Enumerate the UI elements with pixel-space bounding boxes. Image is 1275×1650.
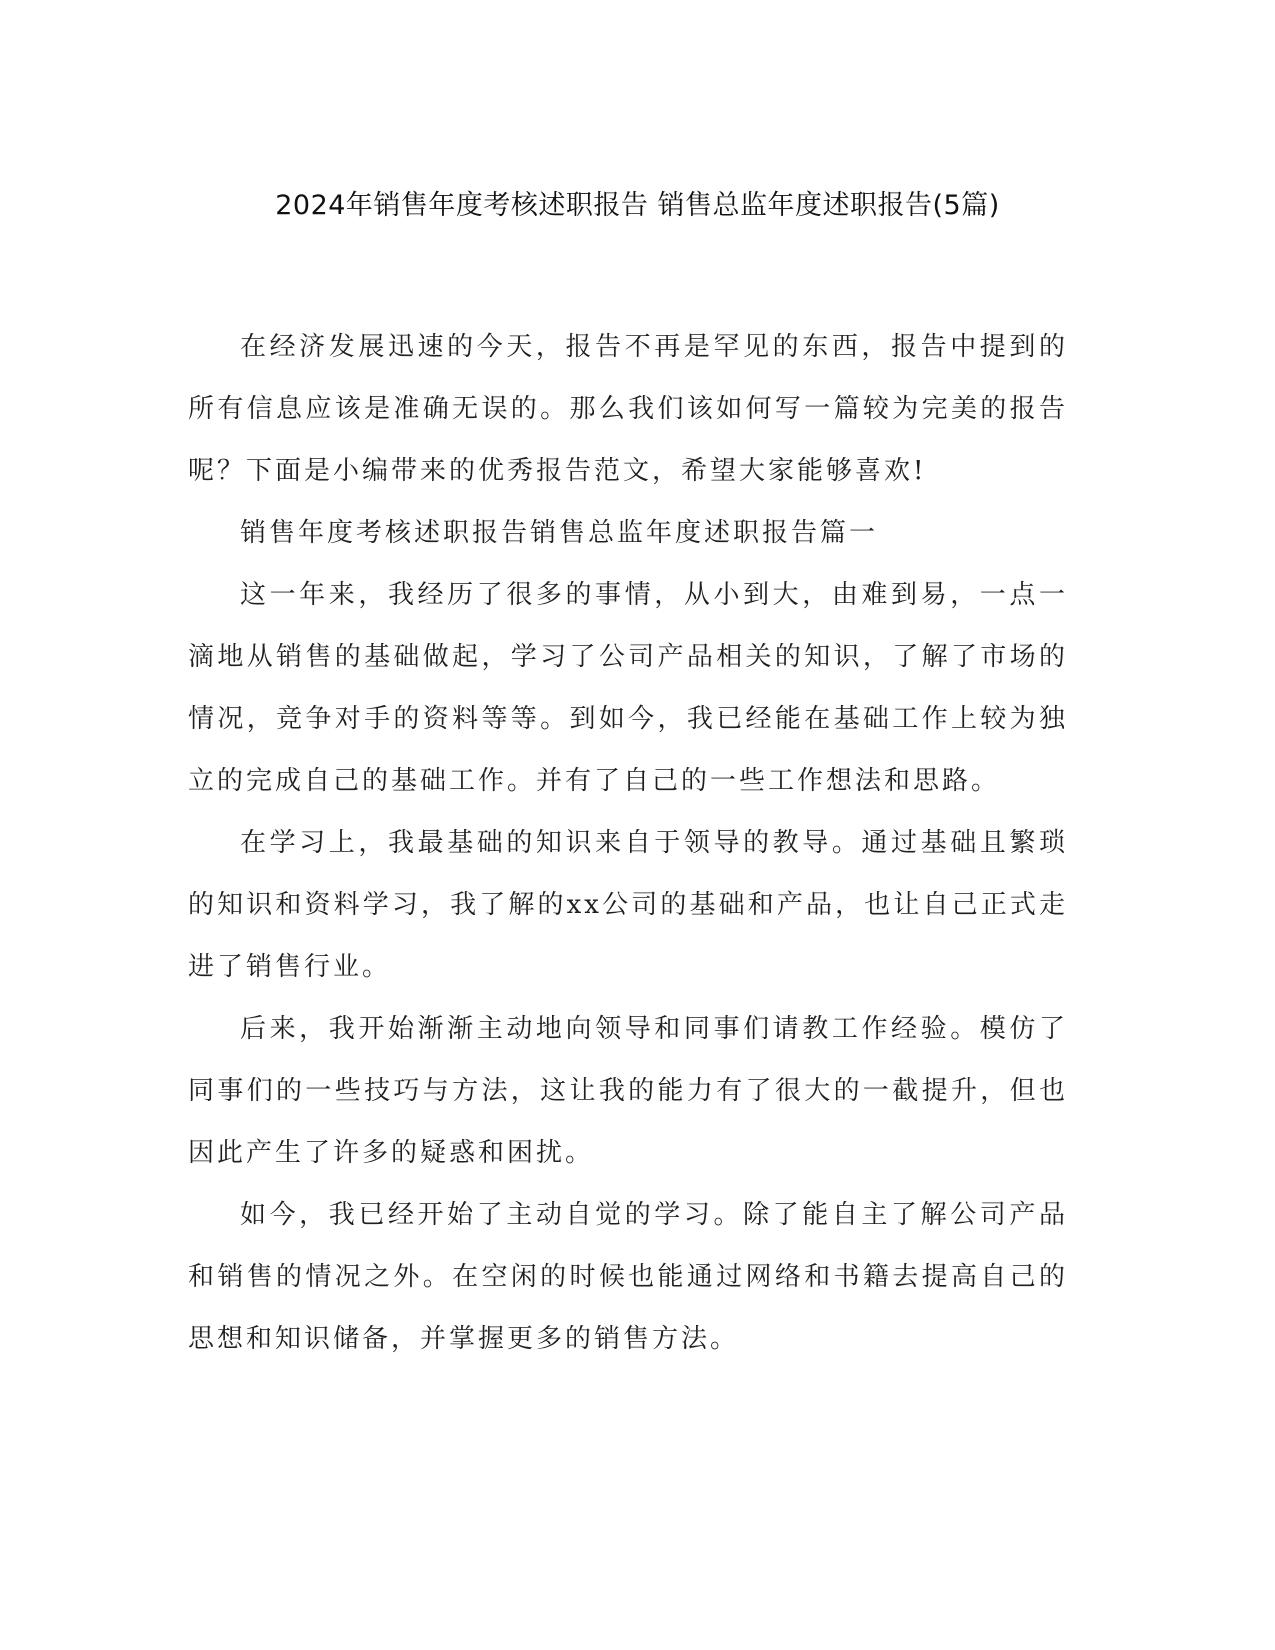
document-title: 2024年销售年度考核述职报告 销售总监年度述职报告(5篇) — [275, 190, 1000, 221]
section-heading: 销售年度考核述职报告销售总监年度述职报告篇一 — [240, 518, 879, 548]
body-paragraph: 如今，我已经开始了主动自觉的学习。除了能自主了解公司产品和销售的情况之外。在空闲的时候也能通过网络和书籍去提高自己的思想和知识储备，并掌握更多的销售方法。 — [188, 1200, 1068, 1354]
body-paragraph: 后来，我开始渐渐主动地向领导和同事们请教工作经验。模仿了同事们的一些技巧与方法，这让我的能力有了很大的一截提升，但也因此产生了许多的疑惑和困扰。 — [188, 1014, 1068, 1168]
body-paragraph: 在学习上，我最基础的知识来自于领导的教导。通过基础且繁琐的知识和资料学习，我了解的xx公司的基础和产品，也让自己正式走进了销售行业。 — [188, 828, 1068, 982]
body-paragraph: 这一年来，我经历了很多的事情，从小到大，由难到易，一点一滴地从销售的基础做起，学习了公司产品相关的知识，了解了市场的情况，竞争对手的资料等等。到如今，我已经能在基础工作上较为独立的完成自己的基础工作。并有了自己的一些工作想法和思路。 — [188, 580, 1068, 796]
intro-paragraph: 在经济发展迅速的今天，报告不再是罕见的东西，报告中提到的所有信息应该是准确无误的。那么我们该如何写一篇较为完美的报告呢？下面是小编带来的优秀报告范文，希望大家能够喜欢! — [188, 332, 1068, 486]
document-body — [188, 316, 1068, 1370]
